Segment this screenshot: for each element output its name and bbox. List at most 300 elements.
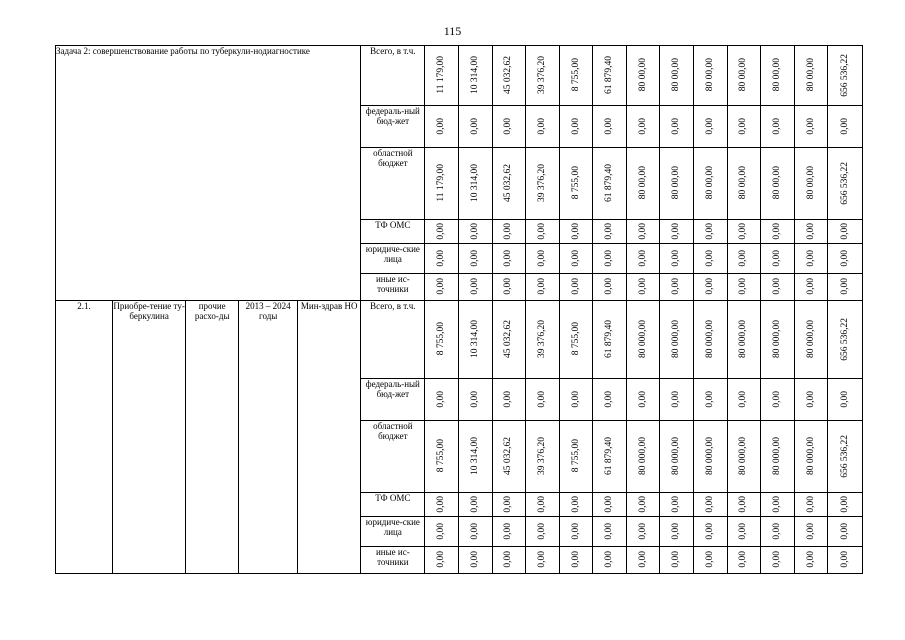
item-expense-type: прочие расхо-ды — [186, 301, 239, 574]
value-cell-wrap — [459, 148, 492, 218]
source-label: Всего, в т.ч. — [361, 301, 425, 379]
value-text: 0,00 — [503, 522, 514, 540]
value-cell-wrap — [660, 274, 693, 299]
value-text: 0,00 — [536, 249, 547, 267]
value-cell — [626, 106, 660, 148]
value-text: 0,00 — [704, 551, 715, 568]
value-text: 0,00 — [503, 222, 514, 240]
value-text: 0,00 — [604, 222, 615, 240]
value-cell — [425, 421, 459, 493]
value-cell-wrap — [627, 220, 660, 242]
value-text: 80 00,00 — [671, 58, 682, 92]
value-cell — [559, 220, 593, 244]
value-cell-wrap — [459, 106, 492, 146]
value-cell-wrap — [660, 421, 693, 491]
value-cell — [626, 274, 660, 301]
value-cell-wrap — [761, 274, 794, 299]
value-cell — [492, 274, 526, 301]
value-cell — [694, 46, 728, 106]
value-cell-wrap — [694, 493, 727, 515]
value-cell — [425, 547, 459, 574]
value-cell — [660, 244, 694, 274]
value-cell — [794, 148, 828, 220]
value-text: 45 032,62 — [503, 164, 514, 202]
value-cell — [559, 379, 593, 421]
value-cell-wrap — [828, 421, 862, 491]
value-cell — [526, 106, 560, 148]
value-cell — [694, 421, 728, 493]
value-cell-wrap — [459, 46, 492, 104]
value-cell-wrap — [660, 148, 693, 218]
value-text: 80 000,00 — [805, 437, 816, 475]
value-cell — [458, 421, 492, 493]
value-text: 0,00 — [771, 495, 782, 513]
value-cell-wrap — [728, 379, 761, 419]
value-cell — [593, 220, 627, 244]
value-text: 0,00 — [738, 495, 749, 513]
value-text: 80 00,00 — [637, 166, 648, 200]
value-cell-wrap — [694, 547, 727, 572]
value-cell-wrap — [560, 244, 593, 272]
value-cell — [458, 220, 492, 244]
value-text: 80 000,00 — [771, 320, 782, 358]
value-cell-wrap — [728, 148, 761, 218]
value-cell-wrap — [593, 148, 626, 218]
value-cell-wrap — [828, 220, 862, 242]
value-cell — [660, 220, 694, 244]
value-cell-wrap — [761, 148, 794, 218]
value-text: 61 879,40 — [604, 437, 615, 475]
value-cell — [727, 547, 761, 574]
value-cell — [526, 148, 560, 220]
value-cell — [794, 547, 828, 574]
value-cell-wrap — [560, 46, 593, 104]
value-cell-wrap — [425, 421, 458, 491]
value-cell — [727, 517, 761, 547]
value-cell — [761, 244, 795, 274]
value-cell-wrap — [493, 148, 526, 218]
item-name: Приобре-тение ту-беркулина — [112, 301, 185, 574]
value-cell-wrap — [728, 493, 761, 515]
value-cell-wrap — [795, 379, 828, 419]
value-cell-wrap — [526, 244, 559, 272]
value-text: 45 032,62 — [503, 56, 514, 94]
value-cell-wrap — [593, 106, 626, 146]
value-cell — [458, 244, 492, 274]
value-text: 0,00 — [805, 278, 816, 295]
value-cell — [727, 244, 761, 274]
value-cell — [626, 148, 660, 220]
value-cell-wrap — [795, 301, 828, 377]
value-cell — [458, 547, 492, 574]
value-cell — [425, 244, 459, 274]
value-cell — [828, 379, 863, 421]
value-text: 0,00 — [839, 249, 850, 267]
value-cell-wrap — [425, 220, 458, 242]
value-text: 0,00 — [704, 522, 715, 540]
value-text: 0,00 — [570, 222, 581, 240]
value-text: 8 755,00 — [570, 166, 581, 200]
budget-table — [55, 45, 863, 574]
value-cell — [559, 274, 593, 301]
source-label: федераль-ный бюд-жет — [361, 106, 425, 148]
value-cell-wrap — [459, 379, 492, 419]
value-cell — [492, 46, 526, 106]
value-cell — [526, 46, 560, 106]
value-cell-wrap — [425, 493, 458, 515]
value-cell-wrap — [593, 274, 626, 299]
value-text: 8 755,00 — [570, 58, 581, 92]
value-text: 45 032,62 — [503, 320, 514, 358]
value-text: 80 000,00 — [704, 437, 715, 475]
value-cell — [694, 517, 728, 547]
value-cell — [526, 421, 560, 493]
value-cell — [526, 379, 560, 421]
value-text: 0,00 — [570, 249, 581, 267]
value-text: 0,00 — [637, 222, 648, 240]
value-cell-wrap — [761, 220, 794, 242]
value-text: 0,00 — [738, 249, 749, 267]
value-cell-wrap — [593, 421, 626, 491]
value-text: 0,00 — [637, 495, 648, 513]
value-cell-wrap — [828, 493, 862, 515]
value-cell-wrap — [828, 46, 862, 104]
value-cell-wrap — [660, 46, 693, 104]
value-text: 61 879,40 — [604, 164, 615, 202]
value-cell — [761, 547, 795, 574]
value-cell — [828, 274, 863, 301]
value-text: 0,00 — [637, 390, 648, 408]
value-cell-wrap — [828, 517, 862, 545]
source-label: областной бюджет — [361, 421, 425, 493]
value-text: 0,00 — [839, 495, 850, 513]
value-text: 80 00,00 — [671, 166, 682, 200]
value-cell-wrap — [761, 46, 794, 104]
value-cell-wrap — [627, 517, 660, 545]
value-text: 80 00,00 — [771, 58, 782, 92]
value-text: 80 000,00 — [637, 320, 648, 358]
value-text: 10 314,00 — [469, 56, 480, 94]
value-cell-wrap — [593, 244, 626, 272]
value-text: 80 00,00 — [805, 58, 816, 92]
value-cell-wrap — [828, 274, 862, 299]
value-cell — [626, 493, 660, 517]
value-text: 0,00 — [436, 551, 447, 568]
value-cell-wrap — [593, 301, 626, 377]
value-cell — [559, 244, 593, 274]
value-text: 80 00,00 — [738, 58, 749, 92]
value-cell-wrap — [828, 301, 862, 377]
source-label: иные ис-точники — [361, 274, 425, 301]
value-cell-wrap — [761, 517, 794, 545]
value-text: 0,00 — [637, 278, 648, 295]
value-cell-wrap — [493, 274, 526, 299]
value-cell — [660, 106, 694, 148]
value-cell-wrap — [694, 220, 727, 242]
value-cell — [761, 301, 795, 379]
value-cell — [694, 220, 728, 244]
value-cell — [492, 547, 526, 574]
value-cell — [828, 148, 863, 220]
value-cell-wrap — [526, 379, 559, 419]
value-text: 0,00 — [839, 390, 850, 408]
value-text: 0,00 — [805, 117, 816, 135]
value-cell-wrap — [761, 379, 794, 419]
value-cell-wrap — [493, 220, 526, 242]
value-cell-wrap — [728, 421, 761, 491]
value-cell — [828, 106, 863, 148]
value-cell-wrap — [593, 46, 626, 104]
value-cell — [492, 517, 526, 547]
value-cell — [593, 46, 627, 106]
value-cell — [828, 493, 863, 517]
value-cell-wrap — [694, 148, 727, 218]
value-cell-wrap — [459, 421, 492, 491]
value-text: 0,00 — [771, 390, 782, 408]
value-cell-wrap — [795, 244, 828, 272]
value-text: 8 755,00 — [570, 439, 581, 473]
value-cell — [593, 106, 627, 148]
value-cell-wrap — [425, 379, 458, 419]
value-text: 0,00 — [536, 222, 547, 240]
value-cell — [694, 148, 728, 220]
source-label: юридиче-ские лица — [361, 517, 425, 547]
value-cell-wrap — [526, 106, 559, 146]
value-cell — [425, 148, 459, 220]
value-cell — [694, 244, 728, 274]
value-text: 0,00 — [436, 222, 447, 240]
value-cell — [492, 106, 526, 148]
value-text: 39 376,20 — [536, 56, 547, 94]
value-text: 0,00 — [771, 278, 782, 295]
value-cell-wrap — [627, 301, 660, 377]
value-cell — [727, 274, 761, 301]
value-text: 0,00 — [536, 117, 547, 135]
value-text: 8 755,00 — [436, 439, 447, 473]
value-cell — [794, 301, 828, 379]
value-cell — [660, 274, 694, 301]
value-cell-wrap — [425, 301, 458, 377]
value-text: 0,00 — [570, 390, 581, 408]
value-cell — [559, 517, 593, 547]
value-cell — [828, 220, 863, 244]
value-cell — [526, 547, 560, 574]
value-cell — [593, 274, 627, 301]
value-cell-wrap — [560, 421, 593, 491]
value-text: 0,00 — [570, 495, 581, 513]
value-cell — [492, 379, 526, 421]
value-text: 0,00 — [805, 551, 816, 568]
value-cell — [559, 421, 593, 493]
value-text: 80 000,00 — [805, 320, 816, 358]
value-text: 0,00 — [604, 495, 615, 513]
value-cell — [593, 301, 627, 379]
value-cell-wrap — [493, 244, 526, 272]
value-cell — [694, 547, 728, 574]
value-cell-wrap — [728, 106, 761, 146]
value-cell — [727, 493, 761, 517]
value-cell — [694, 274, 728, 301]
value-text: 0,00 — [671, 117, 682, 135]
value-cell — [425, 46, 459, 106]
value-cell — [761, 106, 795, 148]
value-text: 656 536,22 — [839, 53, 850, 97]
value-cell — [794, 46, 828, 106]
value-cell-wrap — [493, 301, 526, 377]
value-cell — [425, 274, 459, 301]
value-text: 0,00 — [503, 390, 514, 408]
value-cell — [559, 301, 593, 379]
value-text: 0,00 — [704, 390, 715, 408]
value-text: 0,00 — [671, 222, 682, 240]
value-text: 0,00 — [469, 495, 480, 513]
value-cell — [727, 106, 761, 148]
item-executor: Мин-здрав НО — [298, 301, 361, 574]
value-text: 0,00 — [503, 495, 514, 513]
value-text: 0,00 — [469, 278, 480, 295]
value-cell — [660, 547, 694, 574]
value-text: 0,00 — [771, 249, 782, 267]
value-cell — [492, 493, 526, 517]
value-text: 0,00 — [839, 551, 850, 568]
value-cell-wrap — [459, 301, 492, 377]
value-cell — [458, 517, 492, 547]
value-text: 0,00 — [436, 278, 447, 295]
value-cell — [458, 148, 492, 220]
value-cell-wrap — [526, 46, 559, 104]
value-cell — [794, 244, 828, 274]
value-text: 39 376,20 — [536, 437, 547, 475]
value-text: 0,00 — [604, 522, 615, 540]
value-cell-wrap — [493, 493, 526, 515]
value-cell — [626, 517, 660, 547]
value-cell — [626, 46, 660, 106]
value-text: 656 536,22 — [839, 434, 850, 478]
value-text: 11 179,00 — [436, 56, 447, 94]
value-text: 656 536,22 — [839, 317, 850, 361]
value-cell-wrap — [795, 220, 828, 242]
value-text: 0,00 — [436, 522, 447, 540]
value-text: 80 000,00 — [738, 437, 749, 475]
value-cell-wrap — [560, 106, 593, 146]
value-cell — [727, 148, 761, 220]
value-cell — [660, 148, 694, 220]
value-text: 80 000,00 — [771, 437, 782, 475]
value-cell-wrap — [560, 517, 593, 545]
item-section — [56, 301, 863, 574]
value-text: 0,00 — [738, 551, 749, 568]
source-label: ТФ ОМС — [361, 220, 425, 244]
value-text: 0,00 — [436, 495, 447, 513]
value-text: 80 000,00 — [671, 437, 682, 475]
value-cell — [828, 46, 863, 106]
value-text: 0,00 — [771, 522, 782, 540]
source-label: юридиче-ские лица — [361, 244, 425, 274]
value-cell — [458, 493, 492, 517]
value-text: 0,00 — [738, 278, 749, 295]
value-text: 0,00 — [604, 551, 615, 568]
value-cell-wrap — [761, 106, 794, 146]
value-cell — [794, 379, 828, 421]
value-cell — [492, 220, 526, 244]
value-text: 0,00 — [704, 249, 715, 267]
value-text: 0,00 — [771, 117, 782, 135]
value-cell-wrap — [459, 220, 492, 242]
value-cell-wrap — [459, 493, 492, 515]
value-cell-wrap — [425, 244, 458, 272]
value-cell-wrap — [694, 106, 727, 146]
value-cell-wrap — [795, 106, 828, 146]
value-cell-wrap — [593, 379, 626, 419]
value-text: 0,00 — [839, 522, 850, 540]
value-text: 0,00 — [570, 551, 581, 568]
value-cell — [660, 493, 694, 517]
value-cell-wrap — [795, 493, 828, 515]
value-cell — [694, 301, 728, 379]
value-cell — [492, 301, 526, 379]
value-cell — [593, 379, 627, 421]
value-text: 0,00 — [738, 522, 749, 540]
value-cell — [559, 493, 593, 517]
value-cell-wrap — [795, 148, 828, 218]
value-cell-wrap — [526, 301, 559, 377]
value-cell — [526, 274, 560, 301]
value-cell-wrap — [660, 517, 693, 545]
value-cell-wrap — [560, 379, 593, 419]
value-cell — [828, 301, 863, 379]
value-text: 61 879,40 — [604, 56, 615, 94]
value-cell-wrap — [526, 421, 559, 491]
source-label: ТФ ОМС — [361, 493, 425, 517]
value-text: 0,00 — [570, 117, 581, 135]
value-text: 0,00 — [805, 249, 816, 267]
value-text: 0,00 — [469, 390, 480, 408]
value-cell — [761, 148, 795, 220]
value-text: 0,00 — [771, 222, 782, 240]
value-cell-wrap — [425, 106, 458, 146]
value-text: 0,00 — [805, 390, 816, 408]
value-text: 0,00 — [536, 390, 547, 408]
value-cell-wrap — [660, 244, 693, 272]
value-text: 0,00 — [637, 551, 648, 568]
value-cell — [626, 547, 660, 574]
value-cell — [458, 301, 492, 379]
value-cell — [828, 547, 863, 574]
value-cell-wrap — [728, 220, 761, 242]
value-text: 80 00,00 — [738, 166, 749, 200]
value-cell — [526, 493, 560, 517]
value-text: 10 314,00 — [469, 437, 480, 475]
value-cell-wrap — [828, 547, 862, 572]
value-cell — [559, 547, 593, 574]
value-cell-wrap — [526, 274, 559, 299]
value-cell — [694, 379, 728, 421]
value-cell — [727, 220, 761, 244]
value-text: 80 000,00 — [704, 320, 715, 358]
value-cell-wrap — [627, 274, 660, 299]
value-cell-wrap — [761, 301, 794, 377]
value-cell — [593, 244, 627, 274]
value-text: 0,00 — [469, 222, 480, 240]
value-cell-wrap — [828, 379, 862, 419]
value-cell-wrap — [560, 274, 593, 299]
value-cell-wrap — [493, 106, 526, 146]
value-cell-wrap — [560, 148, 593, 218]
value-text: 0,00 — [503, 249, 514, 267]
value-text: 0,00 — [839, 278, 850, 295]
value-text: 10 314,00 — [469, 320, 480, 358]
value-cell — [626, 421, 660, 493]
